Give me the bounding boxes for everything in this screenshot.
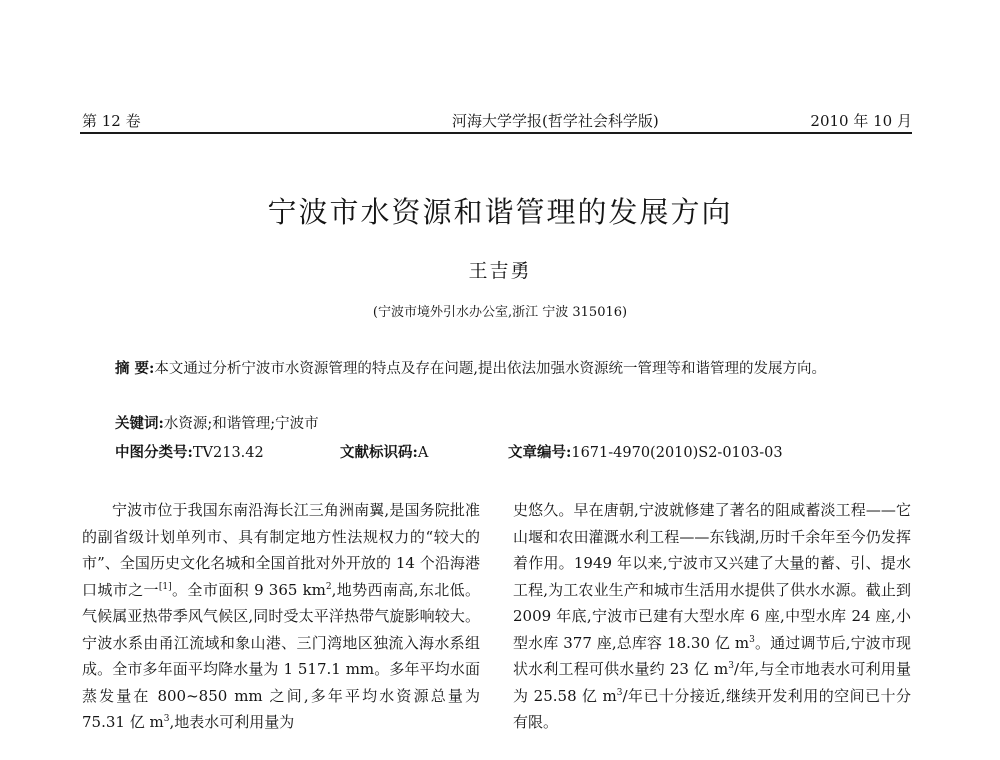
keywords-text: 水资源;和谐管理;宁波市	[163, 416, 319, 432]
doc-code-label: 文献标识码:	[340, 444, 418, 461]
author-affiliation: (宁波市境外引水办公室,浙江 宁波 315016)	[372, 305, 628, 320]
body-column-left	[82, 497, 480, 736]
running-header	[80, 108, 912, 134]
keywords	[115, 412, 895, 436]
superscript: 2	[325, 581, 332, 592]
body-text: ,地表水可利用量为	[169, 713, 295, 731]
body-text: 。全市面积 9 365 km	[171, 580, 326, 599]
superscript: 3	[163, 714, 170, 724]
article-number-label: 文章编号:	[508, 444, 572, 461]
issue-date: 2010 年 10 月	[810, 112, 912, 130]
keywords-label: 关键词:	[115, 415, 164, 432]
document-code	[340, 441, 428, 465]
article-number	[508, 441, 783, 465]
doc-code-value: A	[417, 445, 429, 461]
body-paragraph	[513, 497, 911, 736]
journal-name: 河海大学学报(哲学社会科学版)	[452, 112, 659, 130]
body-text: /年已十分接近,继续开发利用的空间已十分有限。	[513, 686, 911, 731]
clc-value: TV213.42	[192, 445, 264, 461]
abstract	[115, 357, 895, 381]
body-paragraph	[82, 497, 480, 736]
body-text: ,地势西南高,东北低。气候属亚热带季风气候区,同时受太平洋热带气旋影响较大。宁波水系由甬江流域和象山港、三门湾地区独流入海水系组成。全市多年面平均降水量为 1 517.1 mm。多年平均水面蒸发量在 800~850 mm 之间,多年平均水资源总量为 75.31 亿 m	[82, 580, 480, 731]
classification-line	[115, 441, 895, 465]
body-column-right	[513, 497, 911, 736]
citation-ref[interactable]: [1]	[158, 581, 172, 592]
body-text: 宁波市位于我国东南沿海长江三角洲南翼,是国务院批准的副省级计划单列市、具有制定地方性法规权力的“较大的市”、全国历史文化名城和全国首批对外开放的 14 个沿海港口城市之一	[82, 501, 480, 599]
abstract-label: 摘 要:	[115, 360, 155, 377]
volume-label: 第 12 卷	[82, 112, 141, 130]
body-text: 。通过调节后,宁波市现状水利工程可供水量约 23 亿 m	[513, 633, 911, 678]
body-text: /年,与全市地表水可利用量为 25.58 亿 m	[513, 660, 911, 705]
superscript: 3	[616, 687, 623, 698]
author-name: 王吉勇	[468, 260, 532, 282]
article-title: 宁波市水资源和谐管理的发展方向	[267, 195, 733, 229]
body-text: 史悠久。早在唐朝,宁波就修建了著名的阻咸蓄淡工程——它山堰和农田灌溉水利工程——东钱湖,历时千余年至今仍发挥着作用。1949 年以来,宁波市又兴建了大量的蓄、引、提水工程,为工农业生产和城市生活用水提供了供水水源。截止到 2009 年底,宁波市已建有大型水库 6 座,中型水库 24 座,小型水库 377 座,总库容 18.30 亿 m	[513, 501, 911, 652]
article-number-value: 1671-4970(2010)S2-0103-03	[571, 445, 783, 461]
clc-number	[115, 441, 264, 465]
abstract-text: 本文通过分析宁波市水资源管理的特点及存在问题,提出依法加强水资源统一管理等和谐管理的发展方向。	[154, 361, 827, 377]
clc-label: 中图分类号:	[115, 444, 193, 461]
superscript: 3	[749, 634, 755, 645]
superscript: 3	[728, 661, 734, 671]
